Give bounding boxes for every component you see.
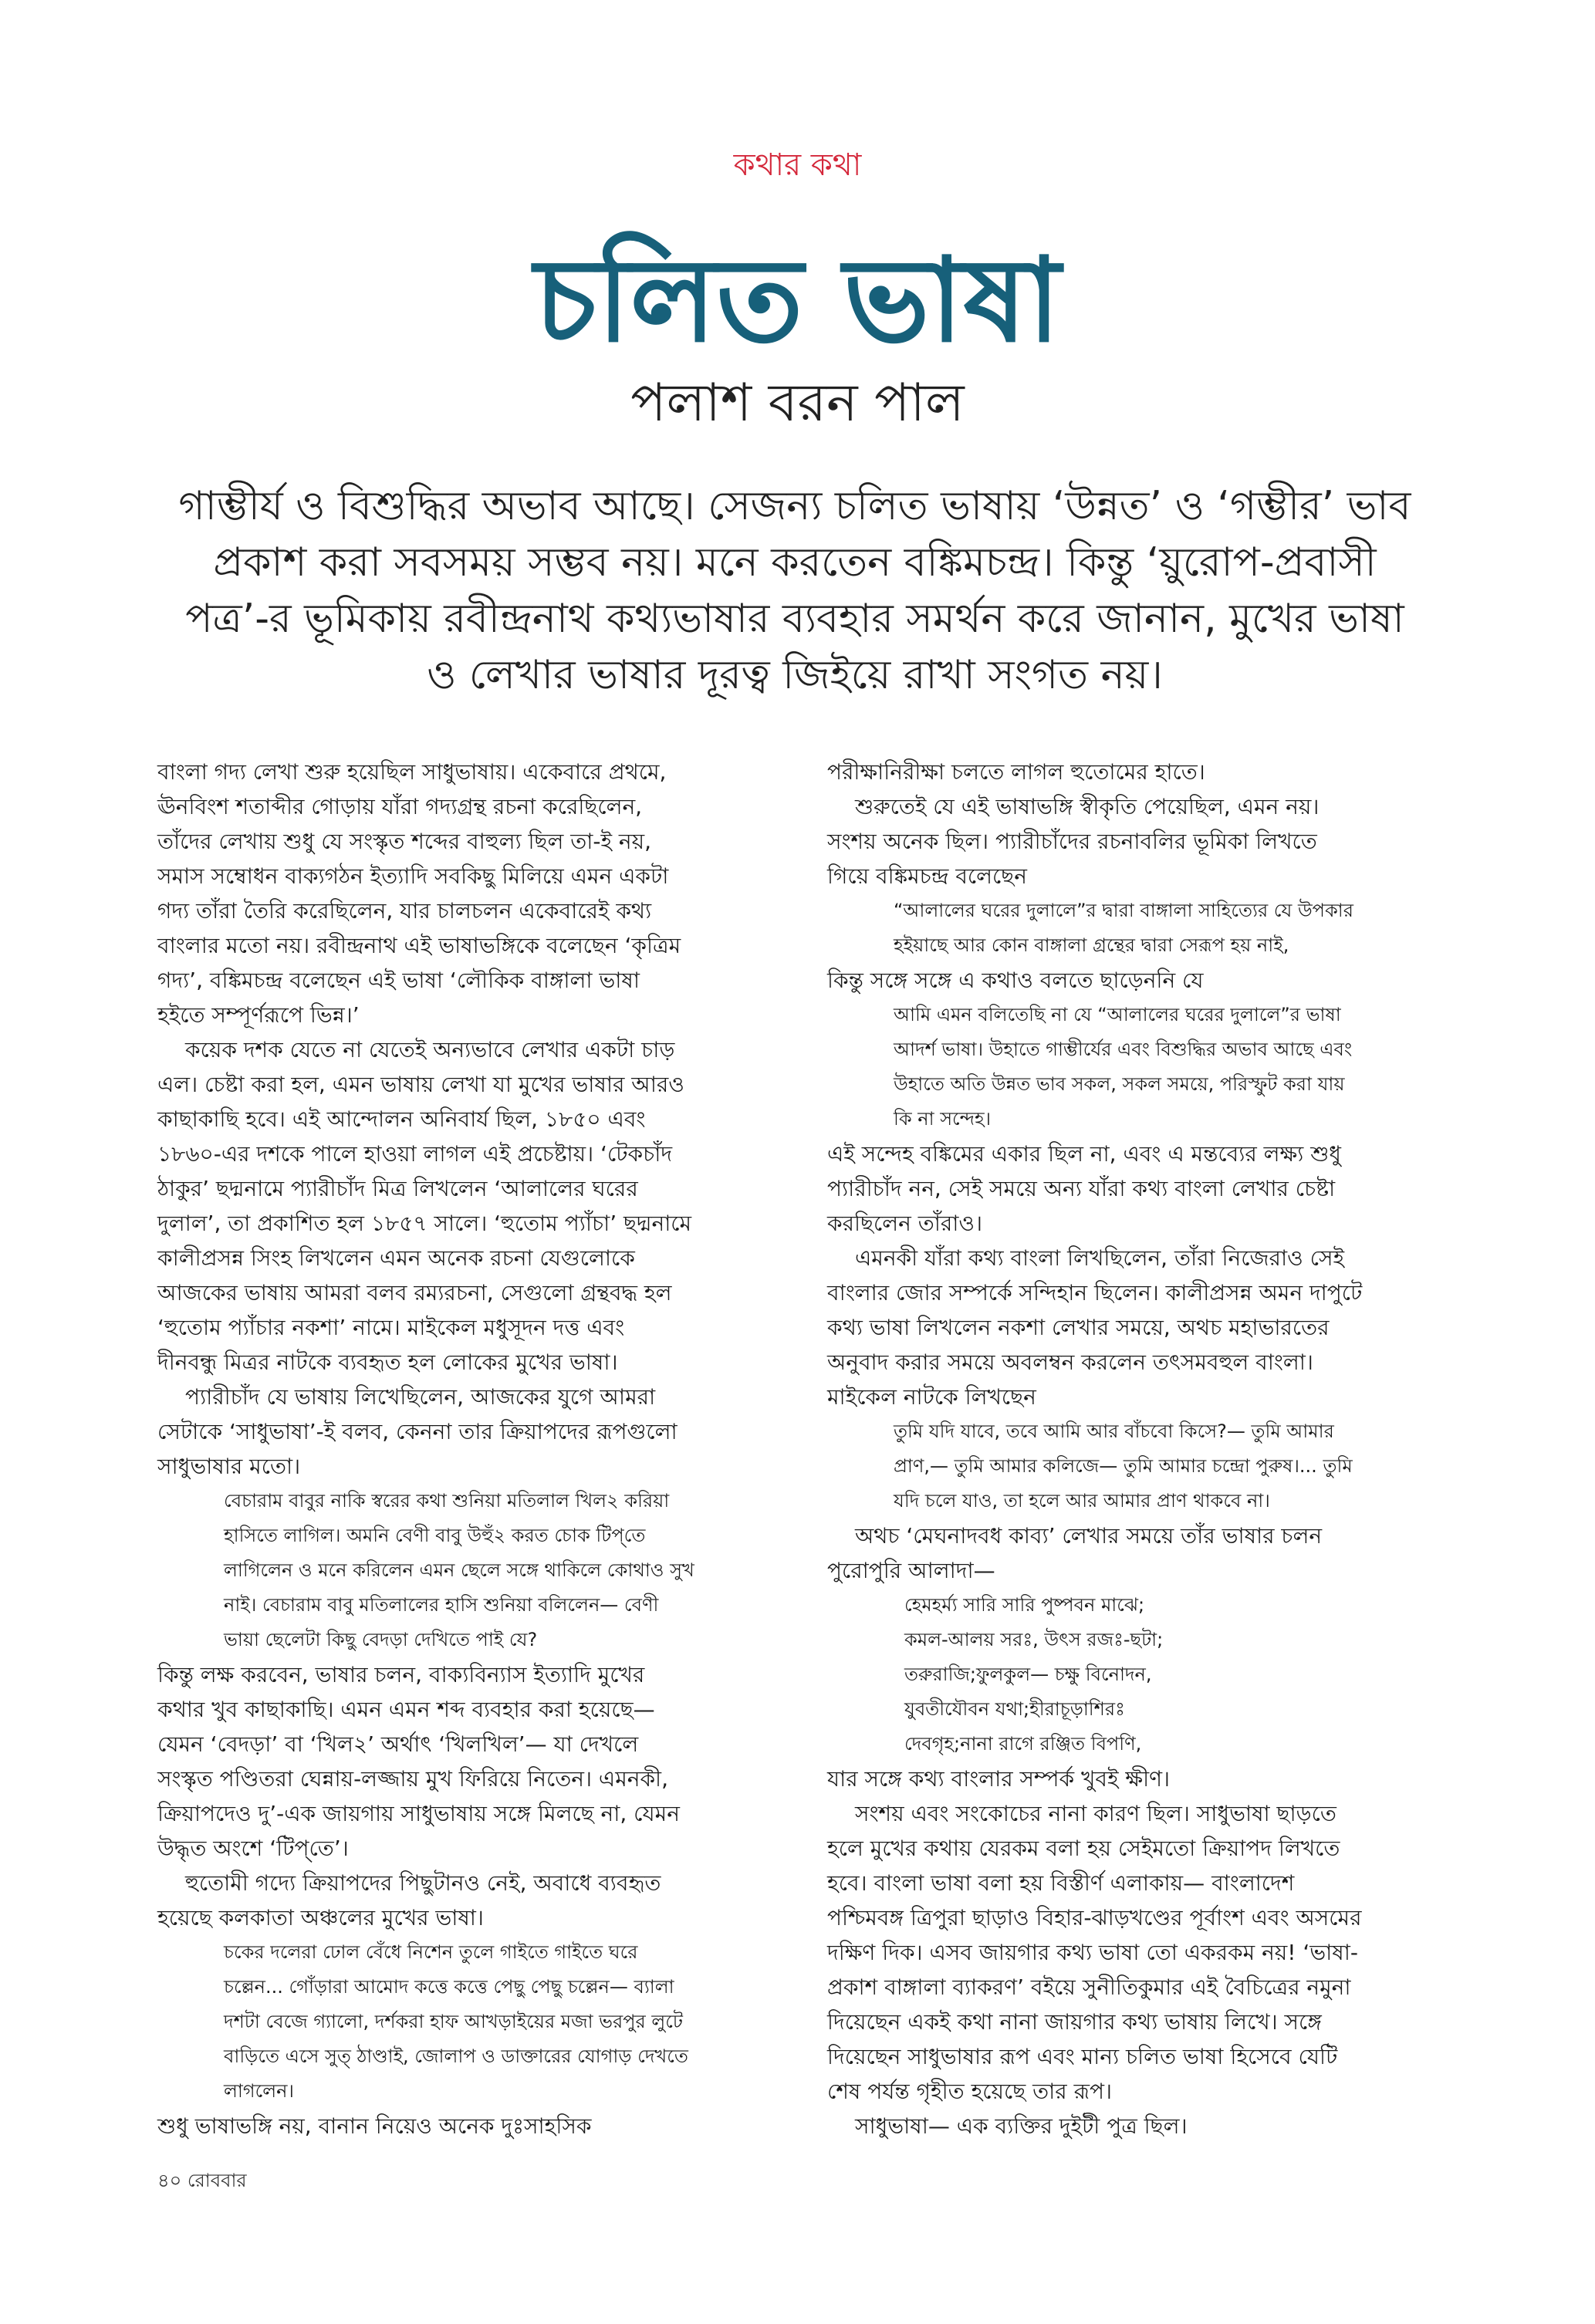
quote-line: বাড়িতে এসে সুত্‌ ঠাণ্ডাই, জোলাপ ও ডাক্তারের যোগাড় দেখতে — [224, 2045, 688, 2067]
body-line: বাংলার মতো নয়। রবীন্দ্রনাথ এই ভাষাভঙ্গিকে বলেছেন ‘কৃত্রিম — [157, 933, 681, 958]
quote-line: দশটা বেজে গ্যালো, দর্শকরা হাফ আখড়াইয়ের মজা ভরপুর লুটে — [224, 2011, 683, 2032]
body-line: অনুবাদ করার সময়ে অবলম্বন করলেন তৎসমবহুল বাংলা। — [827, 1349, 1313, 1375]
body-line: শেষ পর্যন্ত গৃহীত হয়েছে তার রূপ। — [827, 2079, 1112, 2104]
body-line: ১৮৬০-এর দশকে পালে হাওয়া লাগল এই প্রচেষ্টায়। ‘টেকচাঁদ — [157, 1141, 673, 1167]
magazine-name: রোববার — [187, 2170, 247, 2191]
body-line: ‘হুতোম প্যাঁচার নকশা’ নামে। মাইকেল মধুসূদন দত্ত এবং — [157, 1315, 625, 1340]
body-line: সংস্কৃত পণ্ডিতরা ঘেন্নায়-লজ্জায় মুখ ফিরিয়ে নিতেন। এমনকী, — [157, 1766, 668, 1792]
quote-line: হাসিতে লাগিল। অমনি বেণী বাবু উহুঁ২ করত চোক টিপ্‌তে — [224, 1525, 646, 1546]
body-line: বাংলা গদ্য লেখা শুরু হয়েছিল সাধুভাষায়। একেবারে প্রথমে, — [157, 759, 667, 785]
left-column — [157, 755, 744, 2143]
body-line: কিন্তু সঙ্গে সঙ্গে এ কথাও বলতে ছাড়েননি যে — [827, 968, 1204, 993]
body-line: আজকের ভাষায় আমরা বলব রম্যরচনা, সেগুলো গ্রন্থবদ্ধ হল — [157, 1280, 672, 1306]
body-line: সংশয় এবং সংকোচের নানা কারণ ছিল। সাধুভাষা ছাড়তে — [855, 1801, 1336, 1826]
article-title: চলিত ভাষা — [534, 234, 1061, 368]
body-line: এল। চেষ্টা করা হল, এমন ভাষায় লেখা যা মুখের ভাষার আরও — [157, 1072, 684, 1097]
body-line: যার সঙ্গে কথ্য বাংলার সম্পর্ক খুবই ক্ষীণ। — [827, 1766, 1171, 1792]
body-line: প্যারীচাঁদ নন, সেই সময়ে অন্য যাঁরা কথ্য বাংলা লেখার চেষ্টা — [827, 1176, 1336, 1201]
body-line: সেটাকে ‘সাধুভাষা’-ই বলব, কেননা তার ক্রিয়াপদের রূপগুলো — [157, 1419, 678, 1444]
body-line: এমনকী যাঁরা কথ্য বাংলা লিখছিলেন, তাঁরা নিজেরাও সেই — [855, 1245, 1345, 1271]
quote-line: লাগলেন। — [224, 2080, 295, 2102]
body-line: হবে। বাংলা ভাষা বলা হয় বিস্তীর্ণ এলাকায়— বাংলাদেশ — [827, 1870, 1295, 1896]
body-line: সাধুভাষা— এক ব্যক্তির দুইটী পুত্র ছিল। — [855, 2113, 1188, 2139]
body-line: সাধুভাষার মতো। — [157, 1454, 301, 1479]
body-line: গদ্য’, বঙ্কিমচন্দ্র বলেছেন এই ভাষা ‘লৌকিক বাঙ্গালা ভাষা — [157, 968, 640, 993]
body-line: অথচ ‘মেঘনাদবধ কাব্য’ লেখার সময়ে তাঁর ভাষার চলন — [855, 1523, 1323, 1549]
body-line: হয়েছে কলকাতা অঞ্চলের মুখের ভাষা। — [157, 1905, 484, 1930]
right-column — [827, 755, 1437, 2143]
body-line: প্যারীচাঁদ যে ভাষায় লিখেছিলেন, আজকের যুগে আমরা — [185, 1384, 656, 1410]
standfirst — [139, 478, 1451, 704]
body-line: শুধু ভাষাভঙ্গি নয়, বানান নিয়েও অনেক দুঃসাহসিক — [157, 2113, 592, 2139]
body-line: বাংলার জোর সম্পর্কে সন্দিহান ছিলেন। কালীপ্রসন্ন অমন দাপুটে — [827, 1280, 1363, 1306]
poem-line: যুবতীযৌবন যথা;হীরাচূড়াশিরঃ — [904, 1698, 1125, 1720]
body-line: প্রকাশ বাঙ্গালা ব্যাকরণ’ বইয়ে সুনীতিকুমার এই বৈচিত্রের নমুনা — [827, 1974, 1351, 2000]
standfirst-line: ও লেখার ভাষার দূরত্ব জিইয়ে রাখা সংগত নয়। — [427, 652, 1163, 698]
body-line: দিয়েছেন সাধুভাষার রূপ এবং মান্য চলিত ভাষা হিসেবে যেটি — [827, 2044, 1338, 2069]
body-line: পুরোপুরি আলাদা— — [827, 1558, 995, 1583]
author-byline: পলাশ বরন পাল — [630, 373, 965, 434]
standfirst-line: পত্র’-র ভূমিকায় রবীন্দ্রনাথ কথ্যভাষার ব্যবহার সমর্থন করে জানান, মুখের ভাষা — [185, 596, 1404, 642]
quote-line: উহাতে অতি উন্নত ভাব সকল, সকল সময়ে, পরিস্ফুট করা যায় — [894, 1073, 1345, 1095]
section-kicker: কথার কথা — [733, 147, 862, 183]
body-line: ঠাকুর’ ছদ্মনামে প্যারীচাঁদ মিত্র লিখলেন ‘আলালের ঘরের — [157, 1176, 638, 1201]
quote-line: চকের দলেরা ঢোল বেঁধে নিশেন তুলে গাইতে গাইতে ঘরে — [224, 1941, 638, 1963]
body-line: কালীপ্রসন্ন সিংহ লিখলেন এমন অনেক রচনা যেগুলোকে — [157, 1245, 635, 1271]
quote-line: আমি এমন বলিতেছি না যে “আলালের ঘরের দুলালে”র ভাষা — [894, 1004, 1341, 1025]
quote-line: চল্লেন... গোঁড়ারা আমোদ কত্তে কত্তে পেছু পেছু চল্লেন— ব্যালা — [224, 1976, 674, 1998]
body-line: হলে মুখের কথায় যেরকম বলা হয় সেইমতো ক্রিয়াপদ লিখতে — [827, 1836, 1340, 1861]
quote-line: ভায়া ছেলেটা কিছু বেদড়া দেখিতে পাই যে? — [224, 1629, 538, 1650]
body-line: করছিলেন তাঁরাও। — [827, 1211, 982, 1236]
quote-line: “আলালের ঘরের দুলালে”র দ্বারা বাঙ্গালা সাহিত্যের যে উপকার — [894, 900, 1353, 921]
body-line: দিয়েছেন একই কথা নানা জায়গার কথ্য ভাষায় লিখে। সঙ্গে — [827, 2009, 1322, 2035]
poem-line: দেবগৃহ;নানা রাগে রঞ্জিত বিপণি, — [904, 1733, 1142, 1755]
body-line: ঊনবিংশ শতাব্দীর গোড়ায় যাঁরা গদ্যগ্রন্থ রচনা করেছিলেন, — [157, 794, 643, 819]
quote-line: আদর্শ ভাষা। উহাতে গাম্ভীর্যের এবং বিশুদ্ধির অভাব আছে এবং — [894, 1039, 1353, 1060]
body-line: দুলাল’, তা প্রকাশিত হল ১৮৫৭ সালে। ‘হুতোম প্যাঁচা’ ছদ্মনামে — [157, 1211, 692, 1236]
body-line: কিন্তু লক্ষ করবেন, ভাষার চলন, বাক্যবিন্যাস ইত্যাদি মুখের — [157, 1662, 645, 1687]
standfirst-line: প্রকাশ করা সবসময় সম্ভব নয়। মনে করতেন বঙ্কিমচন্দ্র। কিন্তু ‘য়ুরোপ-প্রবাসী — [213, 539, 1377, 586]
body-line: মাইকেল নাটকে লিখছেন — [827, 1384, 1036, 1410]
poem-line: হেমহর্ম্য সারি সারি পুষ্পবন মাঝে; — [904, 1594, 1145, 1616]
body-line: গিয়ে বঙ্কিমচন্দ্র বলেছেন — [827, 863, 1027, 889]
body-line: দীনবন্ধু মিত্রর নাটকে ব্যবহৃত হল লোকের মুখের ভাষা। — [157, 1349, 618, 1375]
body-line: হইতে সম্পূর্ণরূপে ভিন্ন।’ — [157, 1002, 360, 1028]
body-line: এই সন্দেহ বঙ্কিমের একার ছিল না, এবং এ মন্তব্যের লক্ষ্য শুধু — [827, 1141, 1341, 1167]
quote-line: তুমি যদি যাবে, তবে আমি আর বাঁচবো কিসে?— তুমি আমার — [894, 1420, 1334, 1442]
quote-line: যদি চলে যাও, তা হলে আর আমার প্রাণ থাকবে না। — [894, 1490, 1270, 1512]
body-line: যেমন ‘বেদড়া’ বা ‘খিল২’ অর্থাৎ ‘খিলখিল’— যা দেখলে — [157, 1731, 639, 1757]
standfirst-line: গাম্ভীর্য ও বিশুদ্ধির অভাব আছে। সেজন্য চলিত ভাষায় ‘উন্নত’ ও ‘গম্ভীর’ ভাব — [178, 483, 1411, 529]
quote-line: প্রাণ,— তুমি আমার কলিজে— তুমি আমার চন্দ্রো পুরুষ।... তুমি — [894, 1455, 1353, 1477]
body-line: কথার খুব কাছাকাছি। এমন এমন শব্দ ব্যবহার করা হয়েছে— — [157, 1697, 655, 1722]
body-line: সংশয় অনেক ছিল। প্যারীচাঁদের রচনাবলির ভূমিকা লিখতে — [827, 829, 1317, 854]
body-line: কাছাকাছি হবে। এই আন্দোলন অনিবার্য ছিল, ১৮৫০ এবং — [157, 1106, 646, 1132]
page-footer — [157, 2167, 247, 2197]
quote-line: কি না সন্দেহ। — [894, 1108, 992, 1130]
body-line: কথ্য ভাষা লিখলেন নকশা লেখার সময়ে, অথচ মহাভারতের — [827, 1315, 1330, 1340]
body-line: হুতোমী গদ্যে ক্রিয়াপদের পিছুটানও নেই, অবাধে ব্যবহৃত — [185, 1870, 661, 1896]
body-line: গদ্য তাঁরা তৈরি করেছিলেন, যার চালচলন একেবারেই কথ্য — [157, 898, 652, 924]
body-line: দক্ষিণ দিক। এসব জায়গার কথ্য ভাষা তো একরকম নয়! ‘ভাষা- — [827, 1940, 1358, 1965]
quote-line: বেচারাম বাবুর নাকি স্বরের কথা শুনিয়া মতিলাল খিল২ করিয়া — [224, 1490, 670, 1512]
body-line: উদ্ধৃত অংশে ‘টিপ্‌তে’। — [157, 1836, 349, 1861]
body-line: ক্রিয়াপদেও দু’-এক জায়গায় সাধুভাষায় সঙ্গে মিলছে না, যেমন — [157, 1801, 680, 1826]
body-line: সমাস সম্বোধন বাক্যগঠন ইত্যাদি সবকিছু মিলিয়ে এমন একটা — [157, 863, 669, 889]
poem-line: কমল-আলয় সরঃ, উৎস রজঃ-ছটা; — [904, 1629, 1164, 1650]
body-line: তাঁদের লেখায় শুধু যে সংস্কৃত শব্দের বাহুল্য ছিল তা-ই নয়, — [157, 829, 652, 854]
page-number: ৪০ — [157, 2170, 182, 2191]
body-line: পশ্চিমবঙ্গ ত্রিপুরা ছাড়াও বিহার-ঝাড়খণ্ডের পূর্বাংশ এবং অসমের — [827, 1905, 1362, 1930]
quote-line: লাগিলেন ও মনে করিলেন এমন ছেলে সঙ্গে থাকিলে কোথাও সুখ — [224, 1559, 694, 1581]
quote-line: নাই। বেচারাম বাবু মতিলালের হাসি শুনিয়া বলিলেন— বেণী — [224, 1594, 659, 1616]
body-line: শুরুতেই যে এই ভাষাভঙ্গি স্বীকৃতি পেয়েছিল, এমন নয়। — [855, 794, 1320, 819]
poem-line: তরুরাজি;ফুলকুল— চক্ষু বিনোদন, — [904, 1664, 1152, 1685]
quote-line: হইয়াছে আর কোন বাঙ্গালা গ্রন্থের দ্বারা সেরূপ হয় নাই, — [894, 934, 1289, 956]
body-line: কয়েক দশক যেতে না যেতেই অন্যভাবে লেখার একটা চাড় — [185, 1037, 675, 1062]
body-line: পরীক্ষানিরীক্ষা চলতে লাগল হুতোমের হাতে। — [827, 759, 1205, 785]
